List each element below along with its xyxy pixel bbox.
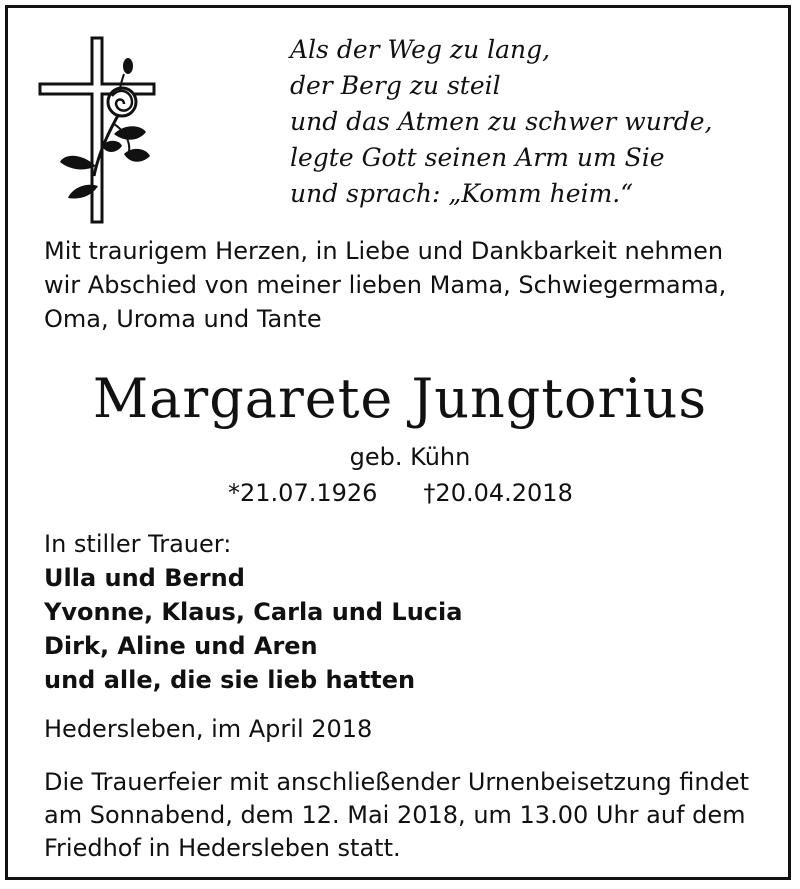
death-date: †20.04.2018 [423, 479, 573, 507]
intro-line: wir Abschied von meiner lieben Mama, Schwiegermama, [44, 271, 727, 299]
mourners-list [44, 527, 462, 697]
funeral-line: Die Trauerfeier mit anschließender Urnenbeisetzung findet [44, 768, 750, 796]
poem-line: legte Gott seinen Arm um Sie [290, 143, 665, 172]
birth-date: *21.07.1926 [228, 479, 378, 507]
cross-with-rose-icon [36, 36, 160, 224]
intro-line: Oma, Uroma und Tante [44, 305, 322, 333]
place-date: Hedersleben, im April 2018 [44, 715, 373, 743]
funeral-line: am Sonnabend, dem 12. Mai 2018, um 13.00 Uhr auf dem [44, 801, 746, 829]
life-dates [228, 476, 573, 510]
mourner-entry: Yvonne, Klaus, Carla und Lucia [44, 598, 463, 626]
mourner-entry: und alle, die sie lieb hatten [44, 666, 416, 694]
intro-line: Mit traurigem Herzen, in Liebe und Dankbarkeit nehmen [44, 237, 724, 265]
poem-line: und das Atmen zu schwer wurde, [290, 107, 713, 136]
funeral-line: Friedhof in Hedersleben statt. [44, 834, 401, 862]
poem-line: Als der Weg zu lang, [290, 35, 551, 64]
poem-line: der Berg zu steil [290, 71, 501, 100]
deceased-name: Margarete Jungtorius [92, 367, 708, 430]
intro-text [44, 234, 764, 336]
maiden-name: geb. Kühn [349, 443, 471, 471]
mourner-entry: Ulla und Bernd [44, 564, 245, 592]
mourner-entry: Dirk, Aline und Aren [44, 632, 318, 660]
mourners-label: In stiller Trauer: [44, 530, 232, 558]
poem-verse [290, 32, 713, 212]
funeral-info [44, 766, 784, 865]
poem-line: und sprach: „Komm heim.“ [290, 179, 634, 208]
